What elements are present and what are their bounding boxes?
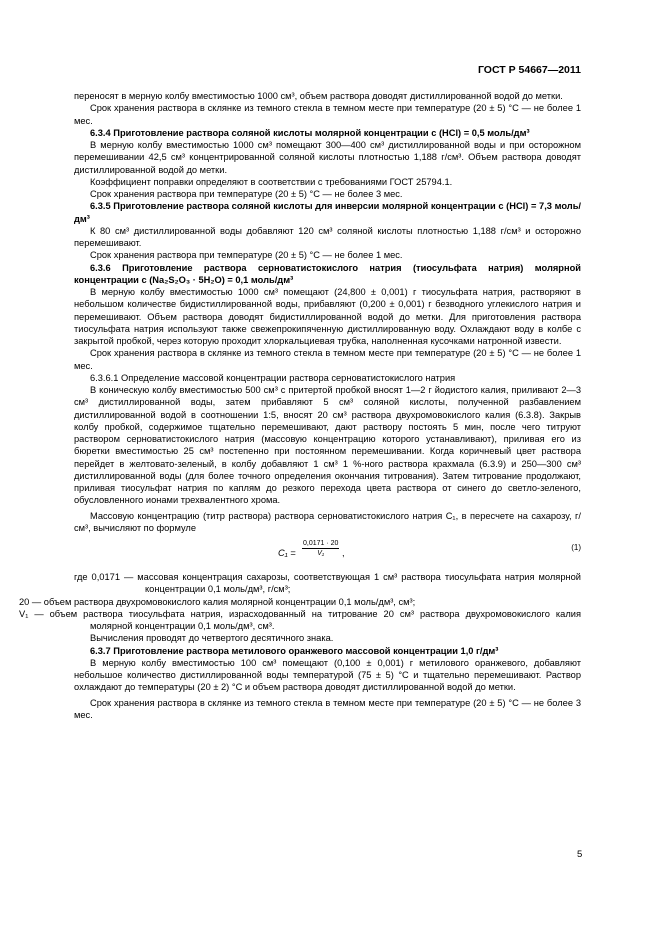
where-item-3: V₁ — объем раствора тиосульфата натрия, израсходованный на титрование 20 см³ раствора двухромовокислого калия молярной концентрации 0,1 моль/дм³, см³. xyxy=(19,608,581,631)
section-6-3-7-text-2: Срок хранения раствора в склянке из темного стекла в темном месте при температуре (20 ± 5) °С — не более 3 мес. xyxy=(74,697,581,720)
document-code: ГОСТ Р 54667—2011 xyxy=(477,64,581,76)
section-6-3-6-1-text-1: В коническую колбу вместимостью 500 см³ с притертой пробкой вносят 1—2 г йодистого калия, приливают 2—3 см³ дистиллированной воды, затем прибавляют 5 см³ соляной кислоты, полученной разбавлением дистиллированной водой в соотношении 1:5, вносят 20 см³ раствора двухромовокислого калия (6.3.8). Закрыв колбу пробкой, содержимое тщательно перемешивают, дают раствору постоять 5 мин, после чего титруют раствором серноватистокислого натрия (массовую концентрацию которого устанавливают), приливая его из бюретки вместимостью 25 см³ постепенно при постоянном перемешивании. Когда коричневый цвет раствора перейдет в желтовато-зеленый, в колбу добавляют 1 см³ 1 %-ного раствора крахмала (6.3.9) и 250—300 см³ дистиллированной воды (для более точного определения окончания титрования). Затем титрование продолжают, приливая тиосульфат натрия по каплям до резкого перехода цвета раствора от синего до светло-зеленого, обусловленного ионами трехвалентного хрома. xyxy=(74,385,581,506)
section-6-3-4-text-1: В мерную колбу вместимостью 1000 см³ помещают 300—400 см³ дистиллированной воды и при осторожном перемешивании 42,5 см³ концентрированной соляной кислоты плотностью 1,188 г/см³. Объем раствора доводят дистиллированной водой до метки. xyxy=(74,140,581,175)
section-6-3-6-title: 6.3.6 Приготовление раствора серноватистокислого натрия (тиосульфата натрия) молярной концентрации c (Na₂S₂O₃ · 5H₂O) = 0,1 моль/дм³ xyxy=(74,262,581,285)
formula-denominator: V₁ xyxy=(317,550,325,557)
formula-number: (1) xyxy=(571,543,581,552)
section-6-3-6-text-1: В мерную колбу вместимостью 1000 см³ помещают (24,800 ± 0,001) г тиосульфата натрия, растворяют в небольшом количестве бидистиллированной воды, прибавляют (0,200 ± 0,001) г безводного углекислого натрия и перемешивают. Объем раствора доводят бидистиллированной водой до метки. Для приготовления раствора тиосульфата натрия используют также свежепрокипяченную дистиллированную воду. Охлаждают воду в колбе с закрытой пробкой, через которую проходит хлоркальциевая трубка, наполненная кусочками натронной извести. xyxy=(74,287,581,346)
formula-numerator: 0,0171 · 20 xyxy=(303,540,339,547)
section-6-3-4-title: 6.3.4 Приготовление раствора соляной кислоты молярной концентрации c (HCl) = 0,5 моль/дм³ xyxy=(90,127,530,138)
calc-note: Вычисления проводят до четвертого десятичного знака. xyxy=(90,633,334,644)
paragraph-storage-1: Срок хранения раствора в склянке из темного стекла в темном месте при температуре (20 ± 5) °С — не более 1 мес. xyxy=(74,103,581,126)
section-6-3-6-1-text-2: Массовую концентрацию (титр раствора) раствора серноватистокислого натрия C₁, в пересчете на сахарозу, г/см³, вычисляют по формуле xyxy=(74,510,581,533)
page-number: 5 xyxy=(577,849,583,860)
formula-tail: , xyxy=(342,548,345,558)
formula-1 xyxy=(74,537,581,567)
formula-lhs: C₁ = xyxy=(278,548,296,558)
section-6-3-5-title: 6.3.5 Приготовление раствора соляной кислоты для инверсии молярной концентрации c (HCl) = 7,3 моль/дм³ xyxy=(74,201,581,224)
where-item-2: 20 — объем раствора двухромовокислого калия молярной концентрации 0,1 моль/дм³, см³; xyxy=(19,596,416,607)
document-body xyxy=(19,90,581,721)
section-6-3-5-text-1: К 80 см³ дистиллированной воды добавляют 120 см³ соляной кислоты плотностью 1,188 г/см³ и осторожно перемешивают. xyxy=(74,225,581,248)
section-6-3-7-text-1: В мерную колбу вместимостью 100 см³ помещают (0,100 ± 0,001) г метилового оранжевого, добавляют небольшое количество дистиллированной воды температурой (75 ± 5) °С и тщательно перемешивают. Раствор охлаждают до температуры (20 ± 2) °С и объем раствора доводят дистиллированной водой до метки. xyxy=(74,657,581,693)
section-6-3-6-text-2: Срок хранения раствора в склянке из темного стекла в темном месте при температуре (20 ± 5) °С — не более 1 мес. xyxy=(74,348,581,371)
section-6-3-4-text-3: Срок хранения раствора при температуре (20 ± 5) °С — не более 3 мес. xyxy=(90,189,403,199)
section-6-3-7-title: 6.3.7 Приготовление раствора метилового оранжевого массовой концентрации 1,0 г/дм³ xyxy=(90,645,499,656)
where-item-1: где 0,0171 — массовая концентрация сахарозы, соответствующая 1 см³ раствора тиосульфата натрия молярной концентрации 0,1 моль/дм³, г/см³; xyxy=(74,572,581,595)
section-6-3-6-1-title: 6.3.6.1 Определение массовой концентрации раствора серноватистокислого натрия xyxy=(90,372,456,383)
section-6-3-5-text-2: Срок хранения раствора при температуре (20 ± 5) °С — не более 1 мес. xyxy=(90,250,403,261)
paragraph-continued: переносят в мерную колбу вместимостью 1000 см³, объем раствора доводят дистиллированной водой до метки. xyxy=(74,91,563,101)
formula-fraction xyxy=(302,539,339,558)
section-6-3-4-text-2: Коэффициент поправки определяют в соответствии с требованиями ГОСТ 25794.1. xyxy=(90,176,453,187)
